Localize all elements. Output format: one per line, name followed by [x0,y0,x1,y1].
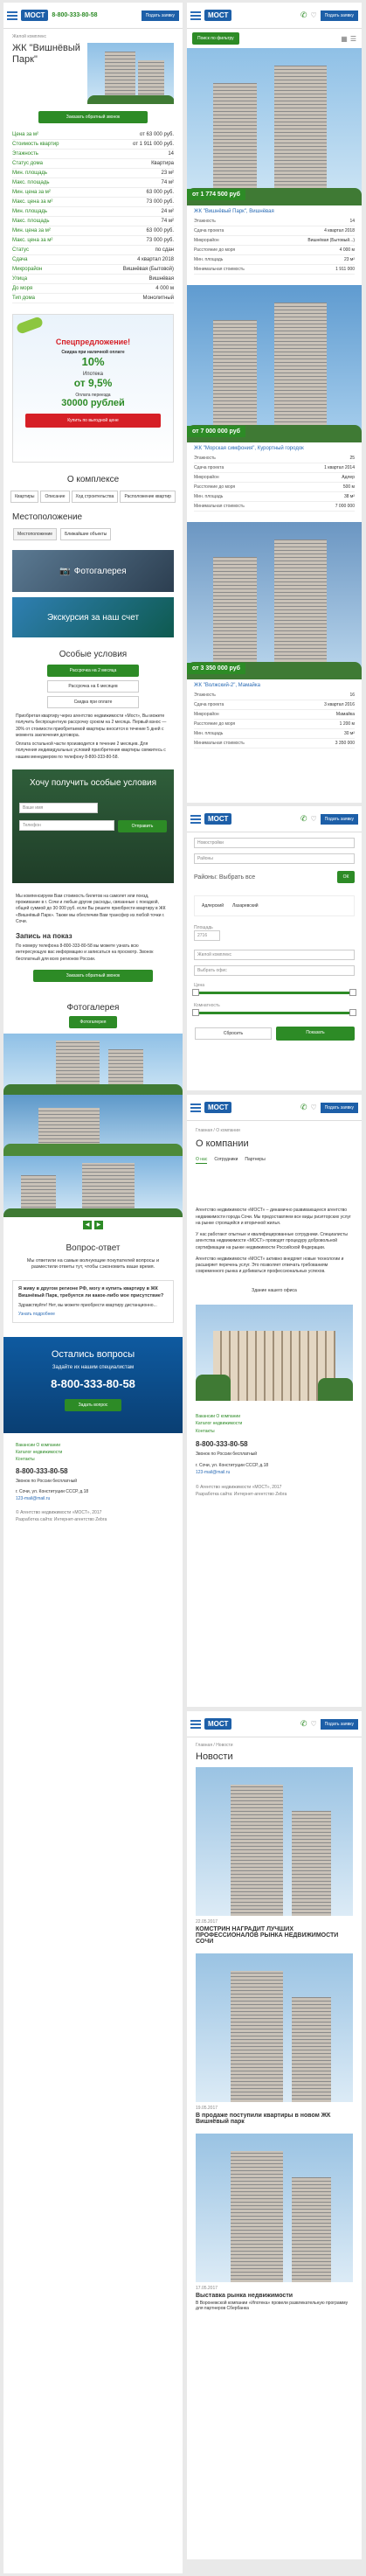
spec-key: Мин. площадь [12,209,48,214]
faq-item [12,1280,174,1323]
tab-location[interactable]: Местоположение [13,528,57,540]
spec-key: Микрорайон [12,267,43,272]
request-button[interactable]: Подать заявку [321,814,358,825]
footer-link-3[interactable]: Контакты [16,1456,35,1462]
card-row [194,729,355,739]
spec-key: Мин. цена за м² [12,228,51,233]
spec-row [12,294,174,303]
header [187,3,362,29]
spec-row [12,217,174,226]
card-value: Вишнёвая (Бытовый...) [307,238,355,243]
prev-arrow-icon[interactable]: ◀ [83,1221,92,1229]
spec-value: Монолитный [142,296,174,301]
news-title[interactable]: Выставка рынка недвижимости [196,2293,293,2299]
rooms-slider[interactable] [194,1012,355,1014]
menu-icon[interactable] [190,11,201,20]
phone-icon[interactable]: ✆ [300,1719,307,1728]
news-date: 17.05.2017 [196,2286,218,2291]
gallery-photo-2[interactable] [3,1095,183,1156]
card-key: Мин. площадь [194,494,224,499]
reset-button[interactable]: Сбросить [195,1027,272,1040]
spec-key: Цена за м² [12,132,38,137]
logo[interactable]: МОСТ [204,1718,231,1730]
promo-sub: Скидка при наличной оплате [61,350,125,355]
breadcrumb[interactable]: Главная / Новости [196,1743,233,1748]
spec-key: Макс. цена за м² [12,238,53,243]
form-phone-input[interactable]: Телефон [19,820,114,831]
object-card[interactable] [187,522,362,752]
logo[interactable]: МОСТ [204,813,231,825]
card-value: 38 м² [343,494,355,499]
office-caption: Здание нашего офиса [252,1287,297,1293]
footer-link-2[interactable]: Каталог недвижимости [16,1449,63,1455]
card-key: Микрорайон [194,712,219,717]
card-value: Адлер [342,475,355,480]
spec-row [12,159,174,169]
spec-key: Этажность [12,151,38,157]
card-row [194,226,355,236]
gallery-banner[interactable] [12,550,174,592]
footer-address: г. Сочи, ул. Конституции СССР, д.18 [16,1488,89,1494]
heart-icon[interactable]: ♡ [310,1104,317,1111]
about-tabs [3,490,183,504]
promo-pct: 10% [81,355,105,368]
phone-filter [187,806,362,1090]
phone-news [187,1711,362,2559]
buy-button[interactable]: Купить по выгодной цене [25,414,161,428]
news-photo [196,2134,353,2282]
cond-text-2: Оплата остальной части производится в течение 2 месяцев. Для получения индивидуальных условий приобретения квартиры свяжитесь с нашим менеджером по телефону 8-800-333-80-58. [16,741,166,760]
card-row [194,217,355,226]
copyright: © Агентство недвижимости «МОСТ», 2017 [16,1509,102,1515]
next-arrow-icon[interactable]: ▶ [94,1221,103,1229]
tab-nearby[interactable]: Ближайшие объекты [60,528,111,540]
card-key: Сдача проекта [194,228,224,233]
card-row [194,246,355,255]
spec-row [12,169,174,178]
spec-key: Стоимость квартир [12,142,59,147]
card-key: Мин. площадь [194,731,224,736]
footer-email[interactable]: 123-mail@mail.ru [196,1470,231,1476]
menu-icon[interactable] [190,1720,201,1729]
form-send-button[interactable]: Отправить [118,820,167,832]
spec-value: 63 000 руб. [146,190,174,195]
office-photo [196,1305,353,1401]
card-value: 4 000 м [339,247,355,253]
cond-discount[interactable]: Скидка при оплате [47,696,139,708]
phone-catalog [187,3,362,803]
card-row [194,710,355,720]
breadcrumb: Жилой комплекс [12,34,46,39]
news-item[interactable] [196,1953,353,2125]
spec-key: Улица [12,276,28,282]
ok-button[interactable]: ОК [337,871,355,883]
news-title[interactable]: В продаже поступили квартиры в новом ЖК Вишнёвый парк [196,2113,331,2125]
order-call-button[interactable]: Заказать обратный звонок [38,111,148,123]
header [187,1095,362,1121]
about-tab[interactable]: Описание [40,491,69,503]
faq-answer: Здравствуйте! Нет, вы можете приобрести квартиру дистанционно... [18,1302,157,1308]
spec-key: Статус дома [12,161,43,166]
faq-heading: Вопрос-ответ [66,1243,121,1253]
card-key: Минимальная стоимость [194,741,245,746]
faq-text: Мы ответили на самые волнующие покупателей вопросы и разместили ответы тут, чтобы сэкономить ваше время. [26,1257,160,1271]
view-heading: Запись на показ [16,932,73,940]
spec-row [12,178,174,188]
spec-value: 63 000 руб. [146,228,174,233]
spec-row [12,275,174,284]
about-tab[interactable]: Ход строительства [72,491,119,503]
spec-value: от 1 911 000 руб. [133,142,174,147]
card-row [194,265,355,275]
footer-address: г. Сочи, ул. Конституции СССР, д.18 [196,1462,269,1468]
logo[interactable]: МОСТ [204,1102,231,1113]
cond-text-1: Приобретая квартиру через агентство недвижимости «Мост», Вы можете получить беспроцентную рассрочку сроком на 2 месяца. Первый взнос — 30% от стоимости приобретаемой квартиры вносится в течение 5 дней с момента заключения договора. [16,714,167,738]
spec-row [12,150,174,159]
card-value: 3 350 000 [335,741,355,746]
spec-value: Квартира [151,161,174,166]
price-label: Цена [194,983,205,988]
spec-key: Мин. площадь [12,171,48,176]
tour-text: Мы компенсируем Вам стоимость билетов на самолет или поезд, проживание в г. Сочи и любые другие расходы, связанные с поездкой, общей суммой до 30 000 руб. если Вы решите приобрести квартиру в ЖК «Вишнёвый Парк». Также мы обеспечим Вам трансфер из любой точки г. Сочи. [16,893,166,924]
gallery-photo-1[interactable] [3,1034,183,1095]
news-date: 19.05.2017 [196,2106,218,2111]
spec-value: Вишнёвая [148,276,174,282]
spec-row [12,255,174,265]
district-adler[interactable]: Адлерский [202,903,224,909]
menu-icon[interactable] [190,815,201,824]
gallery-heading: Фотогалерея [66,1002,120,1013]
city-select[interactable]: Новостройки [194,838,355,848]
card-key: Расстояние до моря [194,484,236,490]
card-value: 16 [349,693,355,698]
plane-icon [16,316,44,335]
footer-link-3[interactable]: Контакты [196,1428,215,1434]
card-key: Этажность [194,219,216,224]
page-title: О компании [196,1138,249,1150]
footer-phone[interactable]: 8-800-333-80-58 [196,1440,248,1449]
card-key: Минимальная стоимость [194,504,245,509]
tab-staff[interactable]: Сотрудники [214,1157,238,1163]
header-phone[interactable]: 8-800-333-80-58 [52,12,98,18]
card-title[interactable]: ЖК "Вишнёвый Парк", Вишнёвая [194,209,274,214]
special-heading: Особые условия [59,650,128,659]
spec-key: Тип дома [12,296,35,301]
about-text-1: Агентство недвижимости «МОСТ» – динамично развивающееся агентство недвижимости города Сочи. Мы предоставляем все виды риэлторских услуг на рынке строящейся и вторичной жилья. [196,1208,351,1226]
choose-all[interactable]: Районы: Выбрать все [194,874,256,881]
about-tab[interactable]: Квартиры [10,491,38,503]
card-key: Мин. площадь [194,257,224,262]
footer-link-2[interactable]: Каталог недвижимости [196,1421,243,1427]
about-heading: О комплексе [66,475,120,484]
phone-icon[interactable]: ✆ [300,1103,307,1111]
news-text: В Воронежской компании «Ипотека» провели развлекательную программу для партнеров Сбербанка [196,2301,349,2311]
promo-block [12,314,174,463]
about-tab[interactable]: Расположение квартир [120,491,175,503]
list-icon[interactable]: ☰ [349,34,356,43]
card-row [194,483,355,492]
card-row [194,502,355,512]
menu-icon[interactable] [7,11,17,20]
menu-icon[interactable] [190,1104,201,1112]
spec-row [12,207,174,217]
view-text: По номеру телефона 8-800-333-80-58 вы можете узнать всю интересующую вас информацию и записаться на просмотр. Звонок бесплатный для всех регионов России. [16,943,154,962]
breadcrumb[interactable]: Главная / О компании [196,1128,240,1133]
card-row [194,700,355,710]
card-key: Минимальная стоимость [194,267,245,272]
phone-about [187,1095,362,1707]
spec-row [12,236,174,246]
spec-value: Вишнёвая (Бытовой) [122,267,174,272]
faq-question[interactable]: Я живу в другом регионе РФ, могу я купить квартиру в ЖК Вишнёвый Парк, требуется ли какое-либо мое присутствие? [18,1286,164,1298]
card-row [194,691,355,700]
news-date: 22.05.2017 [196,1919,218,1925]
spec-key: До моря [12,286,33,291]
promo-rate: от 9,5% [73,377,113,389]
spec-row [12,246,174,255]
about-text-2: У нас работают опытные и квалифицированные сотрудники. Специалисты агентства недвижимости «МОСТ» проводят процедуру добровольной сертификации на рынке недвижимости Российской Федерации. [196,1232,349,1250]
gallery-label: Фотогалерея [73,566,127,576]
card-key: Микрорайон [194,475,219,480]
form-name-input[interactable]: Ваше имя [19,803,98,813]
request-button[interactable]: Подать заявку [321,1719,358,1730]
card-key: Сдача проекта [194,702,224,707]
spec-key: Макс. цена за м² [12,199,53,205]
card-row [194,255,355,265]
contact-sub: Задайте их нашим специалистам [52,1364,135,1370]
show-select[interactable]: Выбрать офис [194,965,355,976]
contact-block [3,1337,183,1433]
spec-value: от 63 000 руб. [139,132,174,137]
heart-icon[interactable]: ♡ [310,1720,317,1728]
promo-sum: 30000 рублей [61,398,125,408]
gallery-photo-3[interactable] [3,1156,183,1217]
request-button[interactable]: Подать заявку [321,1103,358,1113]
news-photo [196,1767,353,1916]
spec-value: 73 000 руб. [146,238,174,243]
card-photo [187,285,362,442]
header [187,806,362,832]
card-key: Микрорайон [194,238,219,243]
spec-row [12,198,174,207]
price-slider[interactable] [194,992,355,994]
spec-key: Макс. площадь [12,180,50,185]
news-photo [196,1953,353,2102]
card-row [194,473,355,483]
card-row [194,236,355,246]
area-label: Площадь [194,925,213,930]
card-key: Расстояние до моря [194,721,236,727]
faq-more-link[interactable]: Узнать подробнее [18,1311,55,1317]
promo-pay: Оплата переезда [75,393,111,398]
request-button[interactable]: Подать заявку [321,10,358,21]
spec-row [12,140,174,150]
card-row [194,739,355,748]
card-photo [187,48,362,205]
promo-mortgage: Ипотека [83,372,103,377]
contact-title: Остались вопросы [51,1348,135,1360]
card-value: 25 [349,456,355,461]
spec-value: по сдан [155,247,174,253]
cond-6months[interactable]: Рассрочка на 6 месяцев [47,680,139,693]
camera-icon: 📷 [59,566,71,576]
contact-phone[interactable]: 8-800-333-80-58 [51,1376,135,1390]
card-value: 14 [349,219,355,224]
about-text-3: Агентство недвижимости «МОСТ» активно внедряет новые технологии и расширяет перечень услуг. Это позволяет отвечать требованиям современного рынка и добиваться профессиональных успехов. [196,1256,344,1275]
spec-row [12,265,174,275]
area-input[interactable]: 2716 [194,930,220,941]
grid-icon[interactable]: ▦ [341,34,348,43]
header [187,1711,362,1737]
spec-value: 24 м² [161,209,174,214]
card-value: 30 м² [343,731,355,736]
news-item[interactable] [196,2134,353,2311]
spec-row [12,188,174,198]
spec-value: 4 квартал 2018 [137,257,174,262]
news-item[interactable] [196,1767,353,1945]
developer-credit[interactable]: Разработка сайта: Интернет-агентство Zebra [16,1516,107,1522]
complex-photo [87,43,174,104]
tour-label: Экскурсия за наш счет [46,612,140,623]
filter-button[interactable]: Поиск по фильтру [192,32,239,45]
spec-value: 14 [168,151,174,157]
footer-note: Звонок по России бесплатный [196,1452,258,1458]
card-value: 3 квартал 2016 [324,702,355,707]
cond-2months[interactable]: Рассрочка на 2 месяца [47,665,139,677]
copyright: © Агентство недвижимости «МОСТ», 2017 [196,1484,282,1490]
phone-icon[interactable]: ✆ [300,10,307,19]
card-value: 1 квартал 2014 [324,465,355,470]
cards-list [187,48,362,752]
card-row [194,463,355,473]
logo[interactable]: МОСТ [21,10,48,21]
spec-value: 74 м² [161,180,174,185]
spec-key: Макс. площадь [12,219,50,224]
spec-key: Статус [12,247,29,253]
promo-title: Спецпредложение! [55,338,131,346]
card-price: от 1 774 500 руб [187,189,245,200]
card-row [194,720,355,729]
phone-icon[interactable]: ✆ [300,814,307,823]
phone-complex-page [3,3,183,2573]
special-form [12,769,174,883]
card-value: 7 000 000 [335,504,355,509]
footer-note: Звонок по России бесплатный [16,1478,78,1484]
spec-value: 4 000 м [155,286,174,291]
type-select[interactable]: Жилой комплекс [194,950,355,960]
footer-link-1[interactable]: Вакансии О компании [16,1442,61,1448]
card-value: Мамайка [335,712,355,717]
footer-phone[interactable]: 8-800-333-80-58 [16,1466,68,1475]
specs-table [12,130,174,303]
card-value: 1 200 м [339,721,355,727]
card-value: 1 911 000 [335,267,355,272]
header [3,3,183,29]
card-row [194,492,355,502]
spec-key: Мин. цена за м² [12,190,51,195]
card-title[interactable]: ЖК "Волжский-2", Мамайка [194,683,260,688]
object-card[interactable] [187,48,362,278]
apply-button[interactable]: Показать [276,1027,355,1041]
card-key: Сдача проекта [194,465,224,470]
card-key: Этажность [194,456,216,461]
object-card[interactable] [187,285,362,515]
district-lazarev[interactable]: Лазаревский [232,903,259,909]
gallery-button[interactable]: Фотогалерея [69,1016,117,1028]
spec-value: 74 м² [161,219,174,224]
card-price: от 3 350 000 руб [187,663,245,674]
news-title[interactable]: КОМСТРИН НАГРАДИТ ЛУЧШИХ ПРОФЕССИОНАЛОВ РЫНКА НЕДВИЖИМОСТИ СОЧИ [196,1926,339,1945]
card-value: 23 м² [343,257,355,262]
rooms-label: Комнатность [194,1003,220,1008]
location-heading: Местоположение [12,512,83,522]
tour-banner[interactable] [12,597,174,637]
request-button[interactable]: Подать заявку [142,10,179,21]
logo[interactable]: МОСТ [204,10,231,21]
page-title: Новости [196,1751,233,1762]
spec-row [12,226,174,236]
spec-value: 73 000 руб. [146,199,174,205]
form-title: Хочу получить особые условия [29,777,157,788]
card-value: 4 квартал 2018 [324,228,355,233]
card-key: Этажность [194,693,216,698]
heart-icon[interactable]: ♡ [310,815,317,823]
spec-row [12,130,174,140]
developer-credit[interactable]: Разработка сайта: Интернет-агентство Zebra [196,1492,287,1498]
tab-about[interactable]: О нас [196,1157,207,1164]
page-title: ЖК "Вишнёвый Парк" [12,43,80,66]
card-photo [187,522,362,679]
spec-value: 23 м² [161,171,174,176]
district-select[interactable]: Районы [194,853,355,864]
footer-link-1[interactable]: Вакансии О компании [196,1413,241,1419]
view-call-button[interactable]: Заказать обратный звонок [33,970,153,982]
card-value: 500 м [342,484,355,490]
card-key: Расстояние до моря [194,247,236,253]
news-list [187,1767,362,2311]
card-row [194,454,355,463]
heart-icon[interactable]: ♡ [310,11,317,19]
footer-email[interactable]: 123-mail@mail.ru [16,1495,51,1501]
contact-button[interactable]: Задать вопрос [65,1399,121,1411]
card-title[interactable]: ЖК "Морская симфония", Курортный городок [194,446,304,451]
tab-partners[interactable]: Партнеры [245,1157,266,1163]
spec-row [12,284,174,294]
spec-key: Сдача [12,257,28,262]
card-price: от 7 000 000 руб [187,426,245,437]
